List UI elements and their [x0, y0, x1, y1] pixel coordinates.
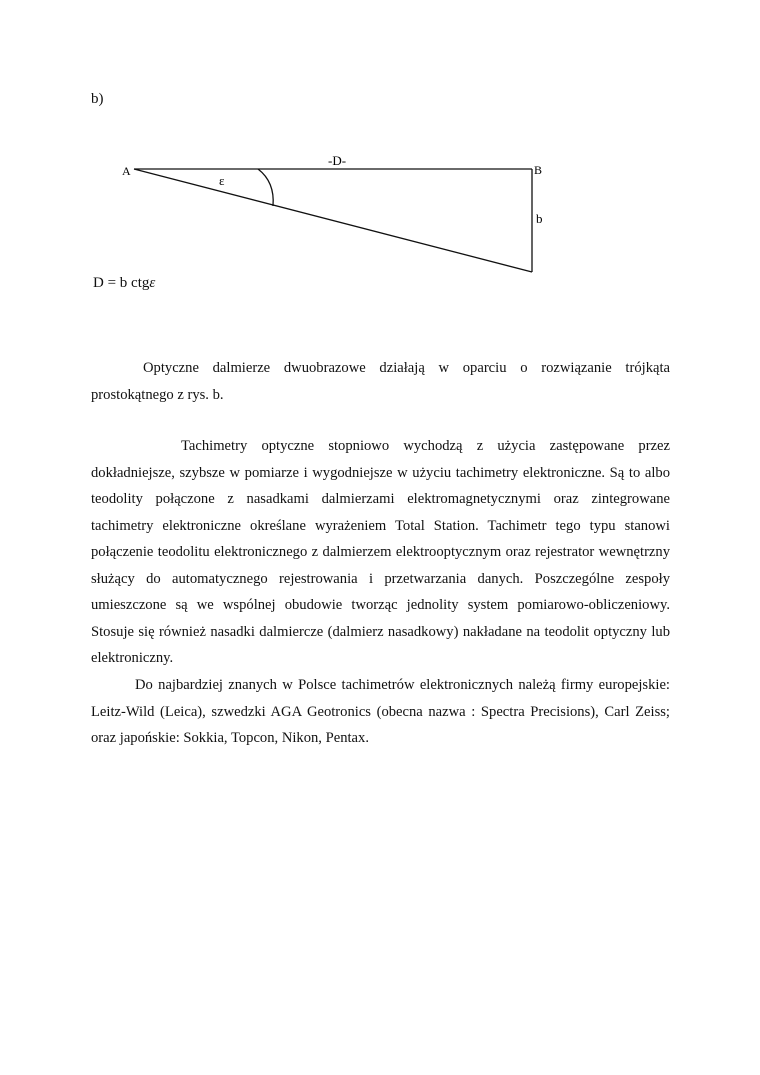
distance-label: -D-	[328, 153, 347, 168]
paragraph-3: Do najbardziej znanych w Polsce tachimetrów elektronicznych należą firmy europejskie: Leitz-Wild (Leica), szwedzki AGA Geotronics (obecna nazwa : Spectra Precisions), Carl Zeiss; oraz japońskie: Sokkia, Topcon, Nikon, Pentax.	[91, 677, 670, 746]
triangle-figure	[0, 0, 760, 300]
paragraph-2: Tachimetry optyczne stopniowo wychodzą z użycia zastępowane przez dokładniejsze, szybsze w pomiarze i wygodniejsze w użyciu tachimetry elektroniczne. Są to albo teodolity połączone z nasadkami dalmierzami elektromagnetycznymi oraz zintegrowane tachimetry elektroniczne określane wyrażeniem Total Station. Tachimetr tego typu stanowi połączenie teodolitu elektronicznego z dalmierzem elektrooptycznym oraz rejestrator wewnętrzny służący do automatycznego rejestrowania i przetwarzania danych. Poszczególne zespoły umieszczone są we wspólnej obudowie tworząc jednolity system pomiarowo-obliczeniowy. Stosuje się również nasadki dalmiercze (dalmierz nasadkowy) nakładane na teodolit optyczny lub elektroniczny.	[91, 438, 670, 666]
point-b-label: B	[534, 163, 543, 177]
paragraph-1: Optyczne dalmierze dwuobrazowe działają w oparciu o rozwiązanie trójkąta prostokątnego z rys. b.	[91, 360, 670, 403]
formula	[93, 275, 155, 292]
formula-epsilon: ε	[149, 275, 156, 291]
point-a-label: A	[122, 164, 131, 178]
section-label: b)	[91, 91, 104, 107]
angle-arc	[258, 169, 273, 206]
formula-lhs: D = b ctg	[93, 275, 150, 291]
side-b-label: b	[536, 211, 543, 226]
angle-label: ε	[219, 173, 225, 188]
hypotenuse	[134, 169, 532, 272]
